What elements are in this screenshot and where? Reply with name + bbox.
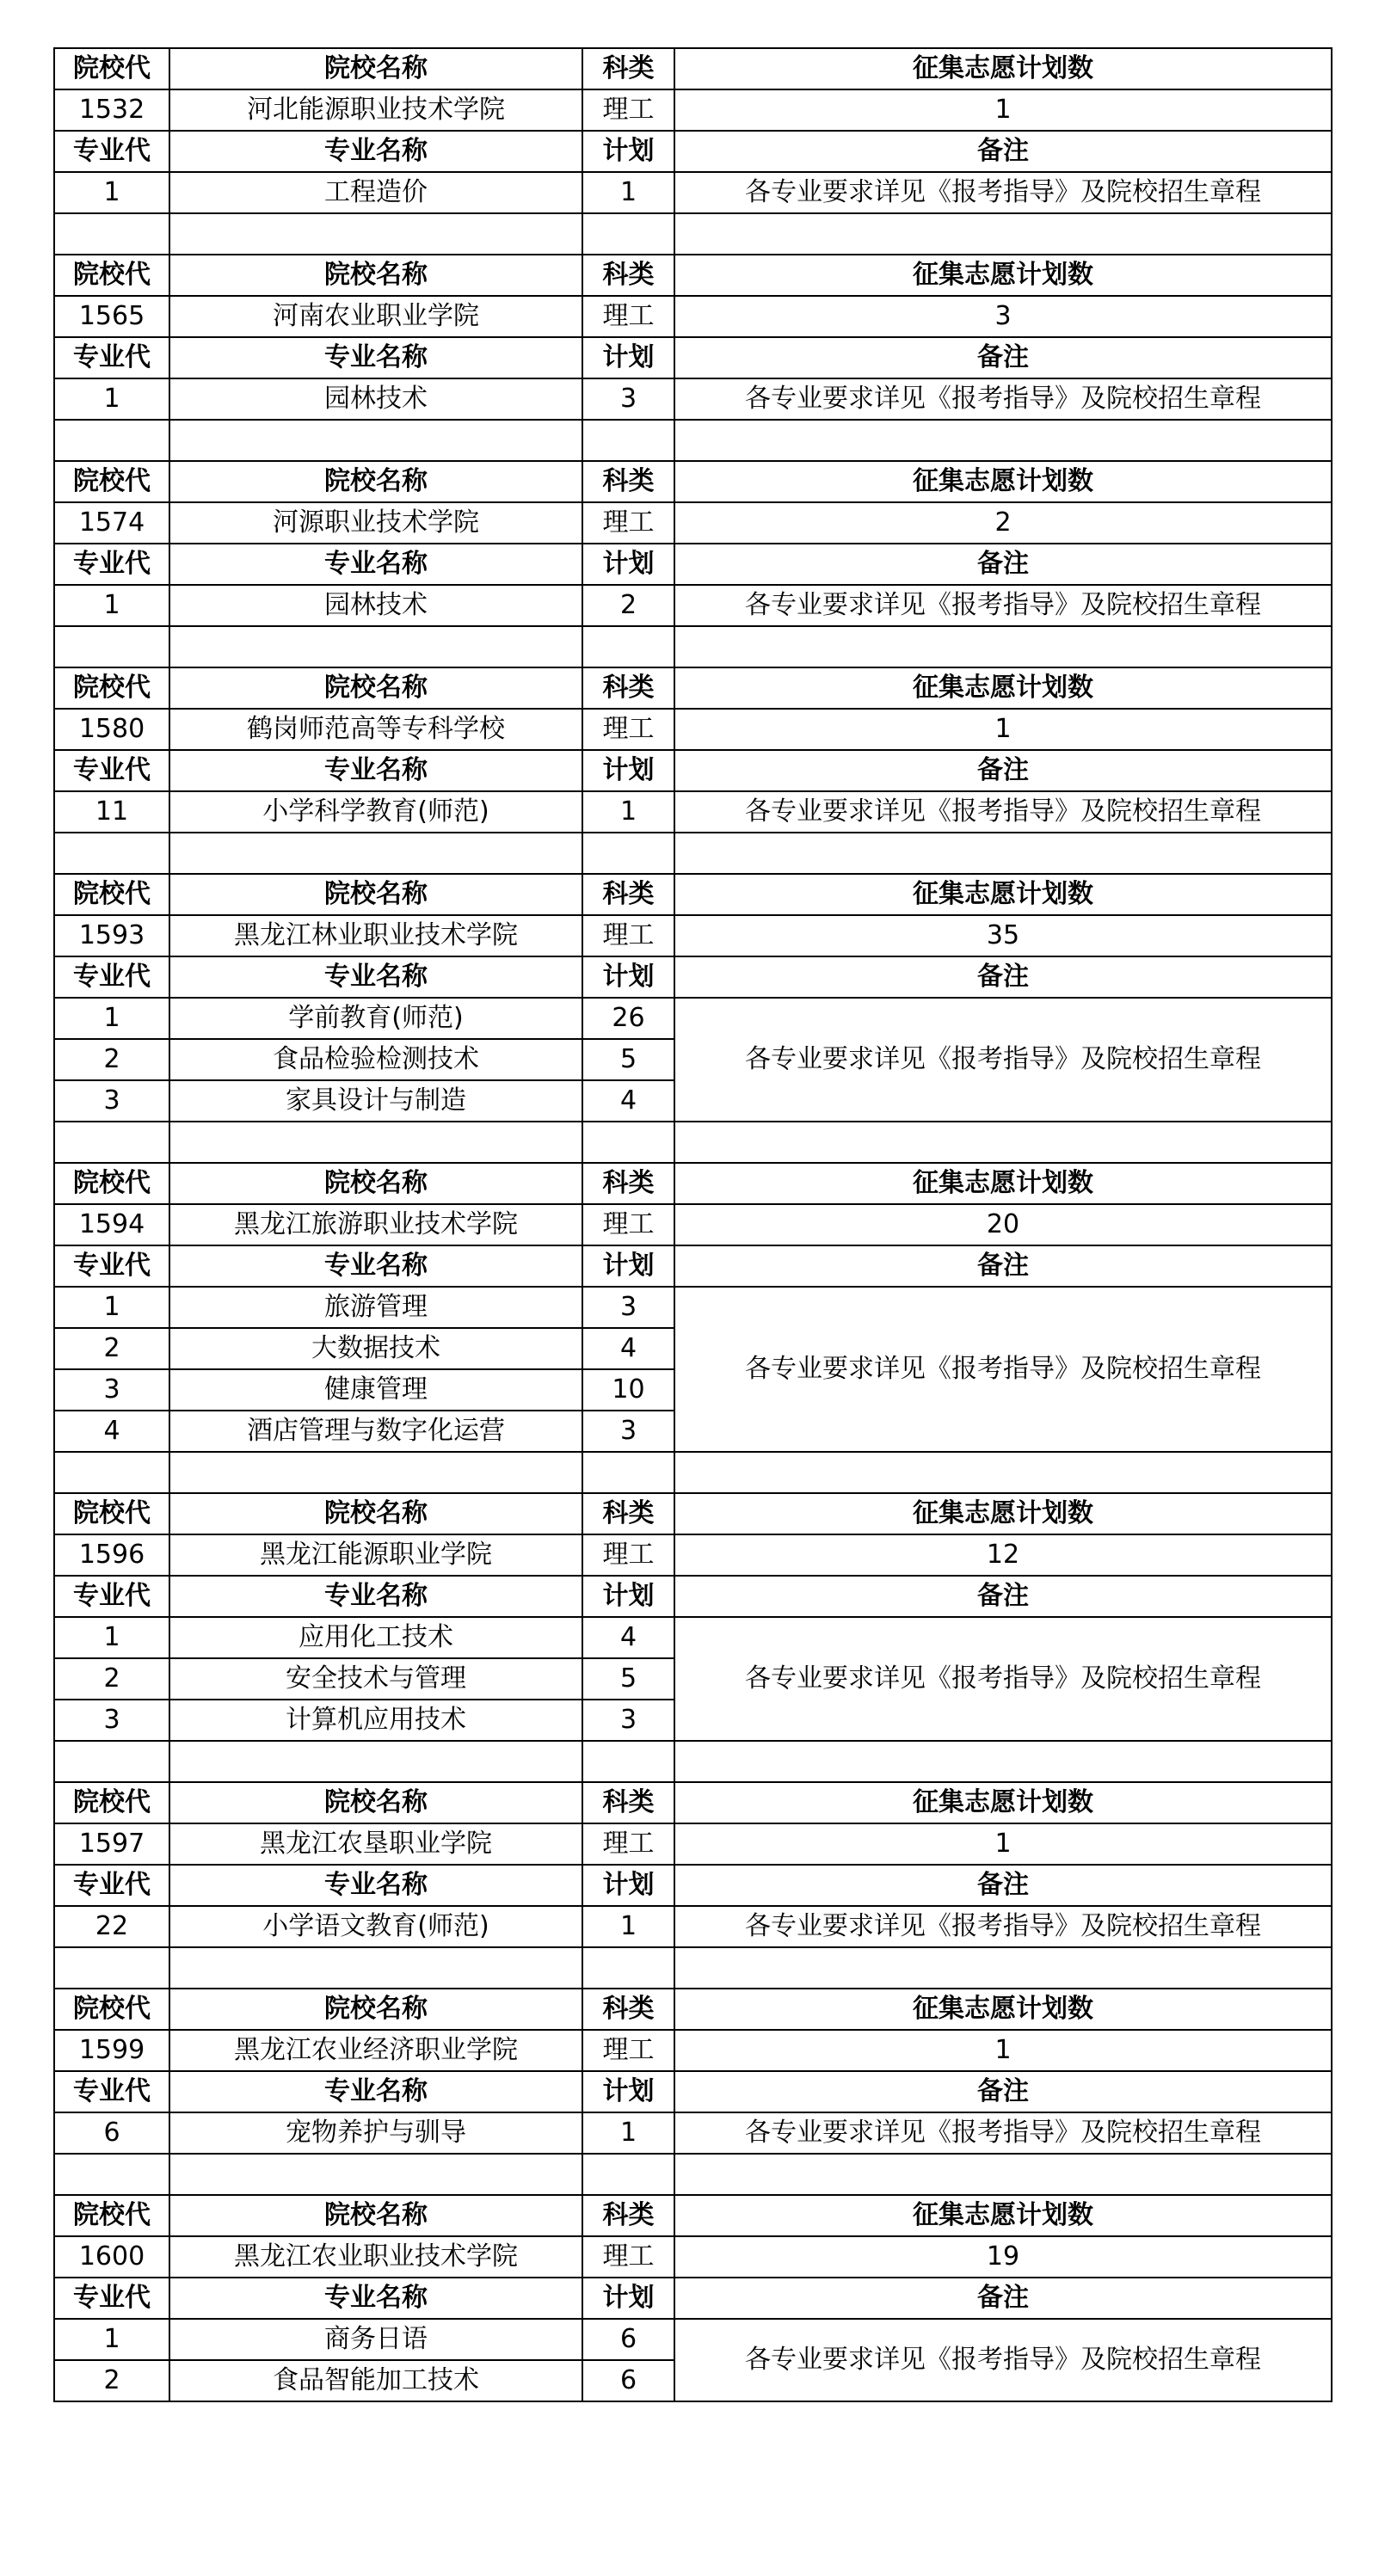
major-plan: 1 bbox=[582, 1906, 674, 1947]
major-name: 宠物养护与驯导 bbox=[169, 2112, 582, 2154]
major-header-row bbox=[54, 544, 1332, 585]
spacer-cell bbox=[674, 833, 1332, 874]
spacer-cell bbox=[674, 213, 1332, 255]
major-name: 食品检验检测技术 bbox=[169, 1039, 582, 1080]
school-code: 1565 bbox=[54, 296, 169, 337]
major-plan-header: 计划 bbox=[582, 2071, 674, 2112]
school-header-row bbox=[54, 667, 1332, 709]
major-code-header: 专业代 bbox=[54, 131, 169, 172]
school-code: 1580 bbox=[54, 709, 169, 750]
major-plan: 5 bbox=[582, 1039, 674, 1080]
school-name: 河北能源职业技术学院 bbox=[169, 89, 582, 131]
school-header-row bbox=[54, 48, 1332, 89]
major-name-header: 专业名称 bbox=[169, 544, 582, 585]
enrollment-plan-header: 征集志愿计划数 bbox=[674, 874, 1332, 915]
spacer-cell bbox=[54, 213, 169, 255]
school-category: 理工 bbox=[582, 2030, 674, 2071]
school-plan-count: 1 bbox=[674, 1823, 1332, 1865]
enrollment-plan-header: 征集志愿计划数 bbox=[674, 48, 1332, 89]
spacer-row bbox=[54, 1452, 1332, 1493]
school-code-header: 院校代 bbox=[54, 255, 169, 296]
school-plan-count: 19 bbox=[674, 2236, 1332, 2278]
school-name: 黑龙江农业职业技术学院 bbox=[169, 2236, 582, 2278]
school-row bbox=[54, 709, 1332, 750]
major-row bbox=[54, 378, 1332, 420]
school-name-header: 院校名称 bbox=[169, 461, 582, 502]
school-code: 1599 bbox=[54, 2030, 169, 2071]
major-plan: 4 bbox=[582, 1328, 674, 1369]
enrollment-plan-header: 征集志愿计划数 bbox=[674, 255, 1332, 296]
major-plan-header: 计划 bbox=[582, 956, 674, 998]
school-header-row bbox=[54, 255, 1332, 296]
major-plan: 1 bbox=[582, 172, 674, 213]
major-row bbox=[54, 585, 1332, 626]
major-code: 2 bbox=[54, 2360, 169, 2401]
category-header: 科类 bbox=[582, 1163, 674, 1204]
major-plan-header: 计划 bbox=[582, 750, 674, 791]
school-name-header: 院校名称 bbox=[169, 2195, 582, 2236]
major-code-header: 专业代 bbox=[54, 956, 169, 998]
major-code-header: 专业代 bbox=[54, 1245, 169, 1287]
major-plan-header: 计划 bbox=[582, 337, 674, 378]
major-name: 健康管理 bbox=[169, 1369, 582, 1411]
major-name-header: 专业名称 bbox=[169, 131, 582, 172]
remark-note: 各专业要求详见《报考指导》及院校招生章程 bbox=[674, 791, 1332, 833]
remark-header: 备注 bbox=[674, 544, 1332, 585]
major-code: 1 bbox=[54, 998, 169, 1039]
enrollment-plan-header: 征集志愿计划数 bbox=[674, 1782, 1332, 1823]
major-plan: 6 bbox=[582, 2360, 674, 2401]
spacer-cell bbox=[169, 1452, 582, 1493]
major-header-row bbox=[54, 337, 1332, 378]
school-code: 1593 bbox=[54, 915, 169, 956]
major-header-row bbox=[54, 1865, 1332, 1906]
category-header: 科类 bbox=[582, 874, 674, 915]
major-plan: 4 bbox=[582, 1617, 674, 1658]
school-category: 理工 bbox=[582, 709, 674, 750]
major-plan-header: 计划 bbox=[582, 1576, 674, 1617]
school-category: 理工 bbox=[582, 1534, 674, 1576]
remark-note: 各专业要求详见《报考指导》及院校招生章程 bbox=[674, 998, 1332, 1122]
spacer-cell bbox=[169, 2154, 582, 2195]
spacer-row bbox=[54, 1122, 1332, 1163]
major-name: 小学语文教育(师范) bbox=[169, 1906, 582, 1947]
enrollment-plan-header: 征集志愿计划数 bbox=[674, 1989, 1332, 2030]
spacer-row bbox=[54, 1947, 1332, 1989]
spacer-cell bbox=[674, 420, 1332, 461]
school-plan-count: 1 bbox=[674, 709, 1332, 750]
school-code: 1596 bbox=[54, 1534, 169, 1576]
major-code: 2 bbox=[54, 1039, 169, 1080]
spacer-cell bbox=[582, 2154, 674, 2195]
school-category: 理工 bbox=[582, 89, 674, 131]
spacer-cell bbox=[582, 1452, 674, 1493]
major-name-header: 专业名称 bbox=[169, 2278, 582, 2319]
school-row bbox=[54, 296, 1332, 337]
school-plan-count: 2 bbox=[674, 502, 1332, 544]
major-plan: 1 bbox=[582, 791, 674, 833]
major-code: 3 bbox=[54, 1080, 169, 1122]
spacer-row bbox=[54, 2154, 1332, 2195]
major-row bbox=[54, 791, 1332, 833]
school-code-header: 院校代 bbox=[54, 874, 169, 915]
school-category: 理工 bbox=[582, 1823, 674, 1865]
category-header: 科类 bbox=[582, 1493, 674, 1534]
spacer-cell bbox=[582, 833, 674, 874]
remark-header: 备注 bbox=[674, 1576, 1332, 1617]
school-name: 黑龙江旅游职业技术学院 bbox=[169, 1204, 582, 1245]
major-code-header: 专业代 bbox=[54, 337, 169, 378]
school-name: 鹤岗师范高等专科学校 bbox=[169, 709, 582, 750]
remark-header: 备注 bbox=[674, 131, 1332, 172]
spacer-row bbox=[54, 833, 1332, 874]
spacer-row bbox=[54, 1741, 1332, 1782]
spacer-cell bbox=[582, 213, 674, 255]
major-name-header: 专业名称 bbox=[169, 1576, 582, 1617]
remark-header: 备注 bbox=[674, 1865, 1332, 1906]
school-category: 理工 bbox=[582, 915, 674, 956]
major-name-header: 专业名称 bbox=[169, 750, 582, 791]
major-name: 应用化工技术 bbox=[169, 1617, 582, 1658]
school-plan-count: 20 bbox=[674, 1204, 1332, 1245]
spacer-cell bbox=[674, 1947, 1332, 1989]
major-plan: 3 bbox=[582, 1411, 674, 1452]
major-code: 1 bbox=[54, 1617, 169, 1658]
major-plan-header: 计划 bbox=[582, 544, 674, 585]
major-header-row bbox=[54, 750, 1332, 791]
school-plan-count: 12 bbox=[674, 1534, 1332, 1576]
major-code-header: 专业代 bbox=[54, 750, 169, 791]
school-code: 1532 bbox=[54, 89, 169, 131]
major-header-row bbox=[54, 1245, 1332, 1287]
school-plan-count: 1 bbox=[674, 2030, 1332, 2071]
school-name-header: 院校名称 bbox=[169, 1989, 582, 2030]
category-header: 科类 bbox=[582, 461, 674, 502]
major-plan: 10 bbox=[582, 1369, 674, 1411]
major-plan: 26 bbox=[582, 998, 674, 1039]
major-code-header: 专业代 bbox=[54, 2278, 169, 2319]
major-code: 1 bbox=[54, 2319, 169, 2360]
category-header: 科类 bbox=[582, 255, 674, 296]
major-header-row bbox=[54, 1576, 1332, 1617]
school-name: 河源职业技术学院 bbox=[169, 502, 582, 544]
remark-note: 各专业要求详见《报考指导》及院校招生章程 bbox=[674, 1617, 1332, 1741]
remark-header: 备注 bbox=[674, 2071, 1332, 2112]
major-name: 小学科学教育(师范) bbox=[169, 791, 582, 833]
major-plan: 1 bbox=[582, 2112, 674, 2154]
school-name: 黑龙江能源职业学院 bbox=[169, 1534, 582, 1576]
school-name-header: 院校名称 bbox=[169, 255, 582, 296]
major-plan-header: 计划 bbox=[582, 2278, 674, 2319]
school-category: 理工 bbox=[582, 2236, 674, 2278]
major-name: 酒店管理与数字化运营 bbox=[169, 1411, 582, 1452]
major-name: 家具设计与制造 bbox=[169, 1080, 582, 1122]
spacer-cell bbox=[54, 1122, 169, 1163]
school-header-row bbox=[54, 1782, 1332, 1823]
major-row bbox=[54, 2112, 1332, 2154]
spacer-row bbox=[54, 626, 1332, 667]
major-name: 学前教育(师范) bbox=[169, 998, 582, 1039]
spacer-cell bbox=[674, 2154, 1332, 2195]
spacer-cell bbox=[674, 1122, 1332, 1163]
school-row bbox=[54, 2236, 1332, 2278]
major-name: 安全技术与管理 bbox=[169, 1658, 582, 1700]
remark-header: 备注 bbox=[674, 337, 1332, 378]
major-code: 6 bbox=[54, 2112, 169, 2154]
major-plan: 3 bbox=[582, 1287, 674, 1328]
school-code: 1597 bbox=[54, 1823, 169, 1865]
major-code: 11 bbox=[54, 791, 169, 833]
major-row bbox=[54, 1906, 1332, 1947]
remark-note: 各专业要求详见《报考指导》及院校招生章程 bbox=[674, 172, 1332, 213]
school-row bbox=[54, 502, 1332, 544]
spacer-cell bbox=[582, 1947, 674, 1989]
school-name: 黑龙江农业经济职业学院 bbox=[169, 2030, 582, 2071]
major-name-header: 专业名称 bbox=[169, 956, 582, 998]
major-row bbox=[54, 998, 1332, 1039]
school-name: 黑龙江农垦职业学院 bbox=[169, 1823, 582, 1865]
remark-header: 备注 bbox=[674, 956, 1332, 998]
major-code: 1 bbox=[54, 1287, 169, 1328]
enrollment-plan-header: 征集志愿计划数 bbox=[674, 2195, 1332, 2236]
school-row bbox=[54, 915, 1332, 956]
school-code: 1600 bbox=[54, 2236, 169, 2278]
school-plan-count: 35 bbox=[674, 915, 1332, 956]
spacer-cell bbox=[54, 1947, 169, 1989]
major-row bbox=[54, 1617, 1332, 1658]
school-name: 河南农业职业学院 bbox=[169, 296, 582, 337]
major-header-row bbox=[54, 131, 1332, 172]
major-plan-header: 计划 bbox=[582, 1865, 674, 1906]
spacer-cell bbox=[54, 1452, 169, 1493]
major-name: 园林技术 bbox=[169, 585, 582, 626]
school-code-header: 院校代 bbox=[54, 1493, 169, 1534]
spacer-cell bbox=[54, 833, 169, 874]
major-code: 2 bbox=[54, 1658, 169, 1700]
major-plan: 4 bbox=[582, 1080, 674, 1122]
school-category: 理工 bbox=[582, 296, 674, 337]
major-name-header: 专业名称 bbox=[169, 337, 582, 378]
school-code-header: 院校代 bbox=[54, 667, 169, 709]
major-code: 1 bbox=[54, 378, 169, 420]
major-row bbox=[54, 1287, 1332, 1328]
major-header-row bbox=[54, 2071, 1332, 2112]
school-name-header: 院校名称 bbox=[169, 1493, 582, 1534]
remark-note: 各专业要求详见《报考指导》及院校招生章程 bbox=[674, 2319, 1332, 2401]
remark-header: 备注 bbox=[674, 750, 1332, 791]
spacer-cell bbox=[169, 1122, 582, 1163]
spacer-cell bbox=[169, 420, 582, 461]
enrollment-plan-header: 征集志愿计划数 bbox=[674, 1163, 1332, 1204]
major-code-header: 专业代 bbox=[54, 544, 169, 585]
major-code: 1 bbox=[54, 585, 169, 626]
major-name-header: 专业名称 bbox=[169, 2071, 582, 2112]
school-code-header: 院校代 bbox=[54, 1782, 169, 1823]
spacer-cell bbox=[169, 626, 582, 667]
school-header-row bbox=[54, 1163, 1332, 1204]
remark-header: 备注 bbox=[674, 2278, 1332, 2319]
major-name-header: 专业名称 bbox=[169, 1245, 582, 1287]
school-code: 1594 bbox=[54, 1204, 169, 1245]
school-row bbox=[54, 1823, 1332, 1865]
spacer-cell bbox=[582, 1122, 674, 1163]
major-code: 4 bbox=[54, 1411, 169, 1452]
spacer-cell bbox=[674, 1741, 1332, 1782]
major-plan: 2 bbox=[582, 585, 674, 626]
school-row bbox=[54, 1534, 1332, 1576]
spacer-row bbox=[54, 420, 1332, 461]
spacer-cell bbox=[582, 1741, 674, 1782]
major-name: 工程造价 bbox=[169, 172, 582, 213]
major-row bbox=[54, 172, 1332, 213]
spacer-cell bbox=[54, 626, 169, 667]
school-row bbox=[54, 1204, 1332, 1245]
spacer-cell bbox=[169, 1741, 582, 1782]
spacer-cell bbox=[54, 420, 169, 461]
school-name-header: 院校名称 bbox=[169, 1782, 582, 1823]
major-code-header: 专业代 bbox=[54, 1576, 169, 1617]
enrollment-plan-header: 征集志愿计划数 bbox=[674, 1493, 1332, 1534]
admission-plan-table bbox=[53, 47, 1333, 2402]
school-plan-count: 1 bbox=[674, 89, 1332, 131]
remark-note: 各专业要求详见《报考指导》及院校招生章程 bbox=[674, 1287, 1332, 1452]
enrollment-plan-header: 征集志愿计划数 bbox=[674, 667, 1332, 709]
major-row bbox=[54, 2319, 1332, 2360]
major-name: 计算机应用技术 bbox=[169, 1700, 582, 1741]
spacer-cell bbox=[54, 2154, 169, 2195]
major-code: 1 bbox=[54, 172, 169, 213]
school-name-header: 院校名称 bbox=[169, 48, 582, 89]
enrollment-plan-header: 征集志愿计划数 bbox=[674, 461, 1332, 502]
remark-header: 备注 bbox=[674, 1245, 1332, 1287]
school-header-row bbox=[54, 1493, 1332, 1534]
spacer-cell bbox=[54, 1741, 169, 1782]
category-header: 科类 bbox=[582, 1782, 674, 1823]
spacer-cell bbox=[169, 1947, 582, 1989]
major-plan: 5 bbox=[582, 1658, 674, 1700]
school-name-header: 院校名称 bbox=[169, 667, 582, 709]
school-category: 理工 bbox=[582, 502, 674, 544]
school-code-header: 院校代 bbox=[54, 2195, 169, 2236]
school-code-header: 院校代 bbox=[54, 1163, 169, 1204]
school-name: 黑龙江林业职业技术学院 bbox=[169, 915, 582, 956]
major-plan: 3 bbox=[582, 378, 674, 420]
school-code-header: 院校代 bbox=[54, 461, 169, 502]
school-row bbox=[54, 89, 1332, 131]
category-header: 科类 bbox=[582, 667, 674, 709]
major-code: 22 bbox=[54, 1906, 169, 1947]
admission-plan-sheet bbox=[53, 47, 1331, 2402]
major-code: 3 bbox=[54, 1369, 169, 1411]
major-name: 食品智能加工技术 bbox=[169, 2360, 582, 2401]
major-code: 2 bbox=[54, 1328, 169, 1369]
major-name: 旅游管理 bbox=[169, 1287, 582, 1328]
school-name-header: 院校名称 bbox=[169, 1163, 582, 1204]
school-plan-count: 3 bbox=[674, 296, 1332, 337]
school-row bbox=[54, 2030, 1332, 2071]
major-plan-header: 计划 bbox=[582, 131, 674, 172]
remark-note: 各专业要求详见《报考指导》及院校招生章程 bbox=[674, 378, 1332, 420]
major-name: 园林技术 bbox=[169, 378, 582, 420]
remark-note: 各专业要求详见《报考指导》及院校招生章程 bbox=[674, 2112, 1332, 2154]
spacer-cell bbox=[169, 213, 582, 255]
spacer-cell bbox=[582, 626, 674, 667]
major-plan-header: 计划 bbox=[582, 1245, 674, 1287]
school-header-row bbox=[54, 1989, 1332, 2030]
spacer-cell bbox=[169, 833, 582, 874]
spacer-cell bbox=[674, 626, 1332, 667]
school-name-header: 院校名称 bbox=[169, 874, 582, 915]
school-code: 1574 bbox=[54, 502, 169, 544]
category-header: 科类 bbox=[582, 48, 674, 89]
major-name: 商务日语 bbox=[169, 2319, 582, 2360]
major-header-row bbox=[54, 2278, 1332, 2319]
spacer-row bbox=[54, 213, 1332, 255]
major-plan: 3 bbox=[582, 1700, 674, 1741]
school-code-header: 院校代 bbox=[54, 1989, 169, 2030]
remark-note: 各专业要求详见《报考指导》及院校招生章程 bbox=[674, 1906, 1332, 1947]
major-code-header: 专业代 bbox=[54, 1865, 169, 1906]
category-header: 科类 bbox=[582, 1989, 674, 2030]
spacer-cell bbox=[674, 1452, 1332, 1493]
school-header-row bbox=[54, 461, 1332, 502]
major-plan: 6 bbox=[582, 2319, 674, 2360]
major-code: 3 bbox=[54, 1700, 169, 1741]
school-code-header: 院校代 bbox=[54, 48, 169, 89]
major-code-header: 专业代 bbox=[54, 2071, 169, 2112]
school-header-row bbox=[54, 874, 1332, 915]
school-header-row bbox=[54, 2195, 1332, 2236]
spacer-cell bbox=[582, 420, 674, 461]
major-name-header: 专业名称 bbox=[169, 1865, 582, 1906]
major-name: 大数据技术 bbox=[169, 1328, 582, 1369]
remark-note: 各专业要求详见《报考指导》及院校招生章程 bbox=[674, 585, 1332, 626]
category-header: 科类 bbox=[582, 2195, 674, 2236]
school-category: 理工 bbox=[582, 1204, 674, 1245]
major-header-row bbox=[54, 956, 1332, 998]
